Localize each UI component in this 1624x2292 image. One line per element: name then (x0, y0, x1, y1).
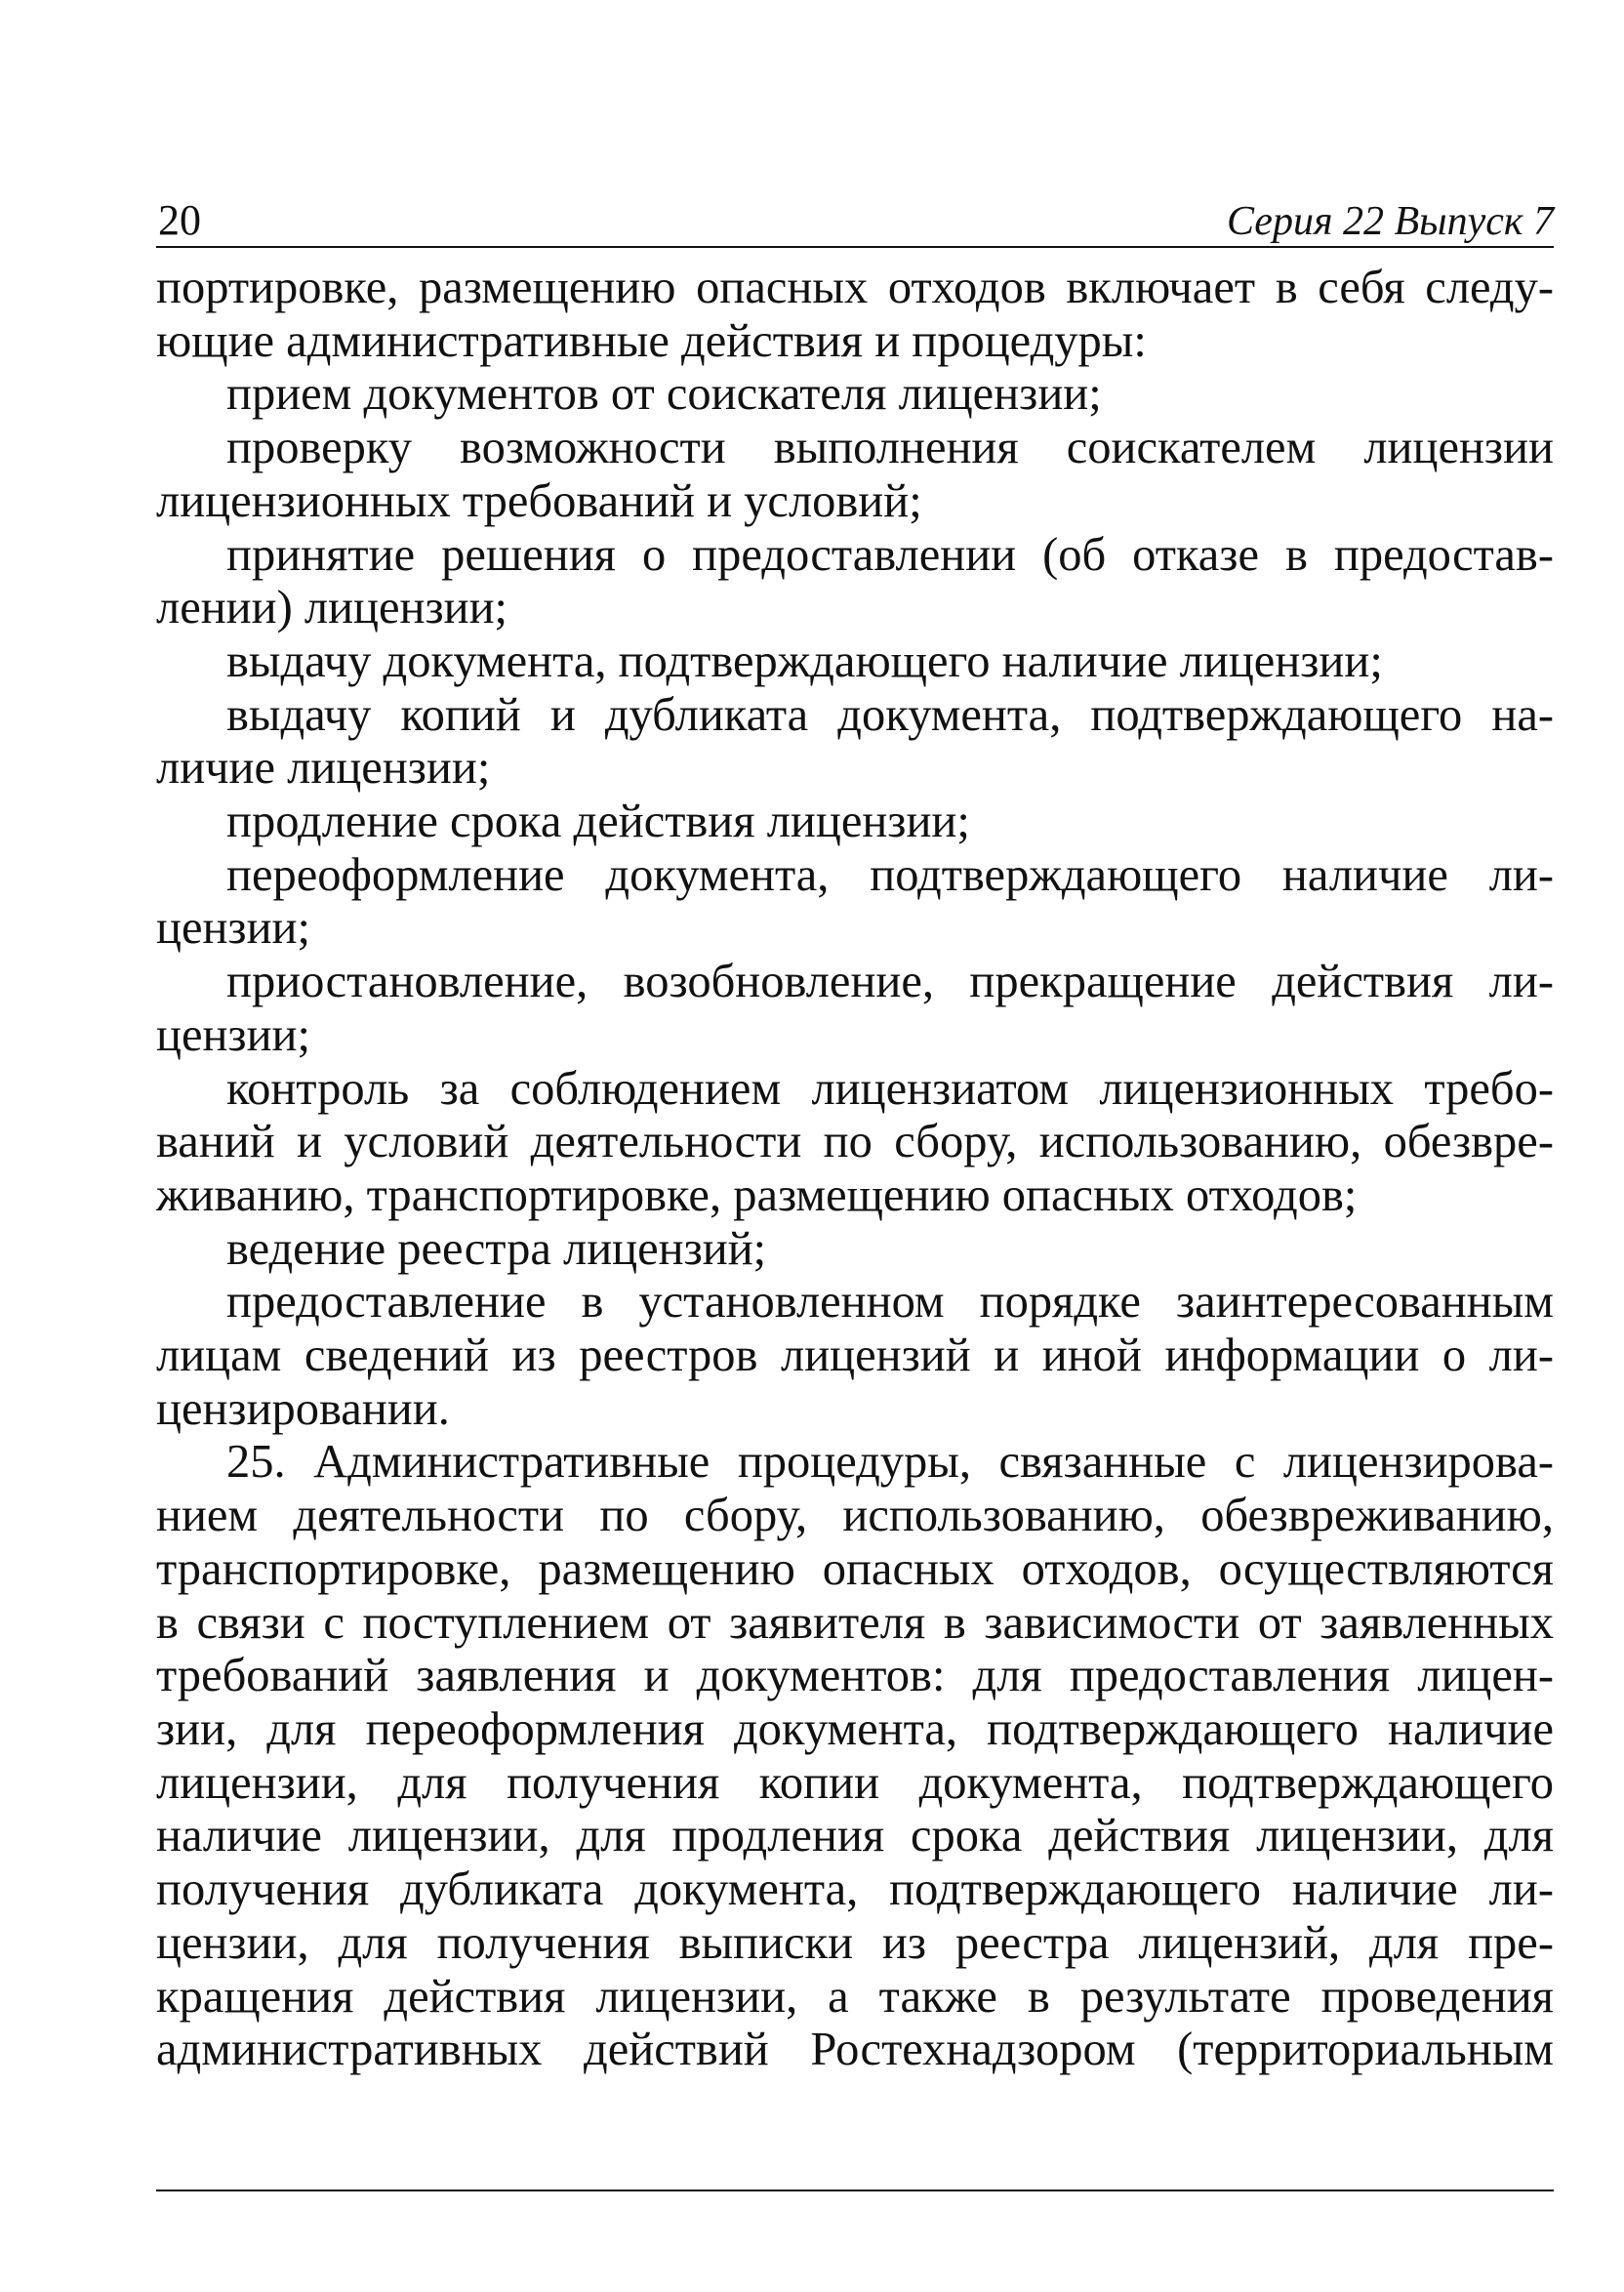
text-line: личие лицензии; (156, 742, 491, 795)
text-line: наличие лицензии, для продления срока действия лицензии, для (156, 1810, 1554, 1862)
text-line: принятие решения о предоставлении (об отказе в предостав- (226, 528, 1554, 581)
text-line: 25. Административные процедуры, связанные с лицензирова- (226, 1436, 1554, 1489)
text-line: ющие административные действия и процедуры: (156, 314, 1147, 367)
text-line: лицензии, для получения копии документа, подтверждающего (156, 1756, 1554, 1809)
text-line: выдачу документа, подтверждающего наличие лицензии; (226, 634, 1383, 687)
series-title: Серия 22 Выпуск 7 (1227, 199, 1554, 244)
text-line: лицензионных требований и условий; (156, 474, 922, 527)
text-line: цензии; (156, 1008, 310, 1061)
text-line: ваний и условий деятельности по сбору, использованию, обезвре- (156, 1116, 1554, 1168)
document-page (156, 195, 1554, 2077)
text-line: цензии, для получения выписки из реестра лицензий, для пре- (156, 1916, 1554, 1969)
text-line: зии, для переоформления документа, подтверждающего наличие (156, 1702, 1554, 1755)
text-line: цензировании. (156, 1382, 450, 1435)
text-line: продление срока действия лицензии; (226, 796, 970, 848)
text-line: проверку возможности выполнения соискателем лицензии (226, 422, 1554, 474)
text-line: требований заявления и документов: для предоставления лицен- (156, 1650, 1554, 1702)
text-line: лении) лицензии; (156, 582, 508, 634)
text-line: в связи с поступлением от заявителя в зависимости от заявленных (156, 1596, 1554, 1649)
body-text (156, 262, 1554, 2077)
text-line: контроль за соблюдением лицензиатом лицензионных требо- (226, 1062, 1554, 1115)
footer-rule (156, 2190, 1554, 2191)
text-line: транспортировке, размещению опасных отходов, осуществляются (156, 1542, 1554, 1595)
text-line: приостановление, возобновление, прекращение действия ли- (226, 956, 1554, 1008)
text-line: административных действий Ростехнадзором (территориальным (156, 2024, 1554, 2076)
text-line: ведение реестра лицензий; (226, 1222, 767, 1275)
text-line: лицам сведений из реестров лицензий и иной информации о ли- (156, 1330, 1554, 1382)
text-line: получения дубликата документа, подтверждающего наличие ли- (156, 1863, 1554, 1916)
text-line: прием документов от соискателя лицензии; (226, 368, 1102, 421)
page-number: 20 (158, 196, 201, 244)
running-header (156, 195, 1554, 248)
text-line: переоформление документа, подтверждающего наличие ли- (226, 848, 1554, 901)
text-line: цензии; (156, 902, 310, 955)
text-line: портировке, размещению опасных отходов включает в себя следу- (156, 262, 1554, 313)
text-line: выдачу копий и дубликата документа, подтверждающего на- (226, 688, 1554, 741)
text-line: нием деятельности по сбору, использованию, обезвреживанию, (156, 1490, 1554, 1542)
text-line: кращения действия лицензии, а также в результате проведения (156, 1970, 1554, 2023)
text-line: предоставление в установленном порядке заинтересованным (226, 1276, 1554, 1329)
text-line: живанию, транспортировке, размещению опасных отходов; (156, 1168, 1358, 1221)
